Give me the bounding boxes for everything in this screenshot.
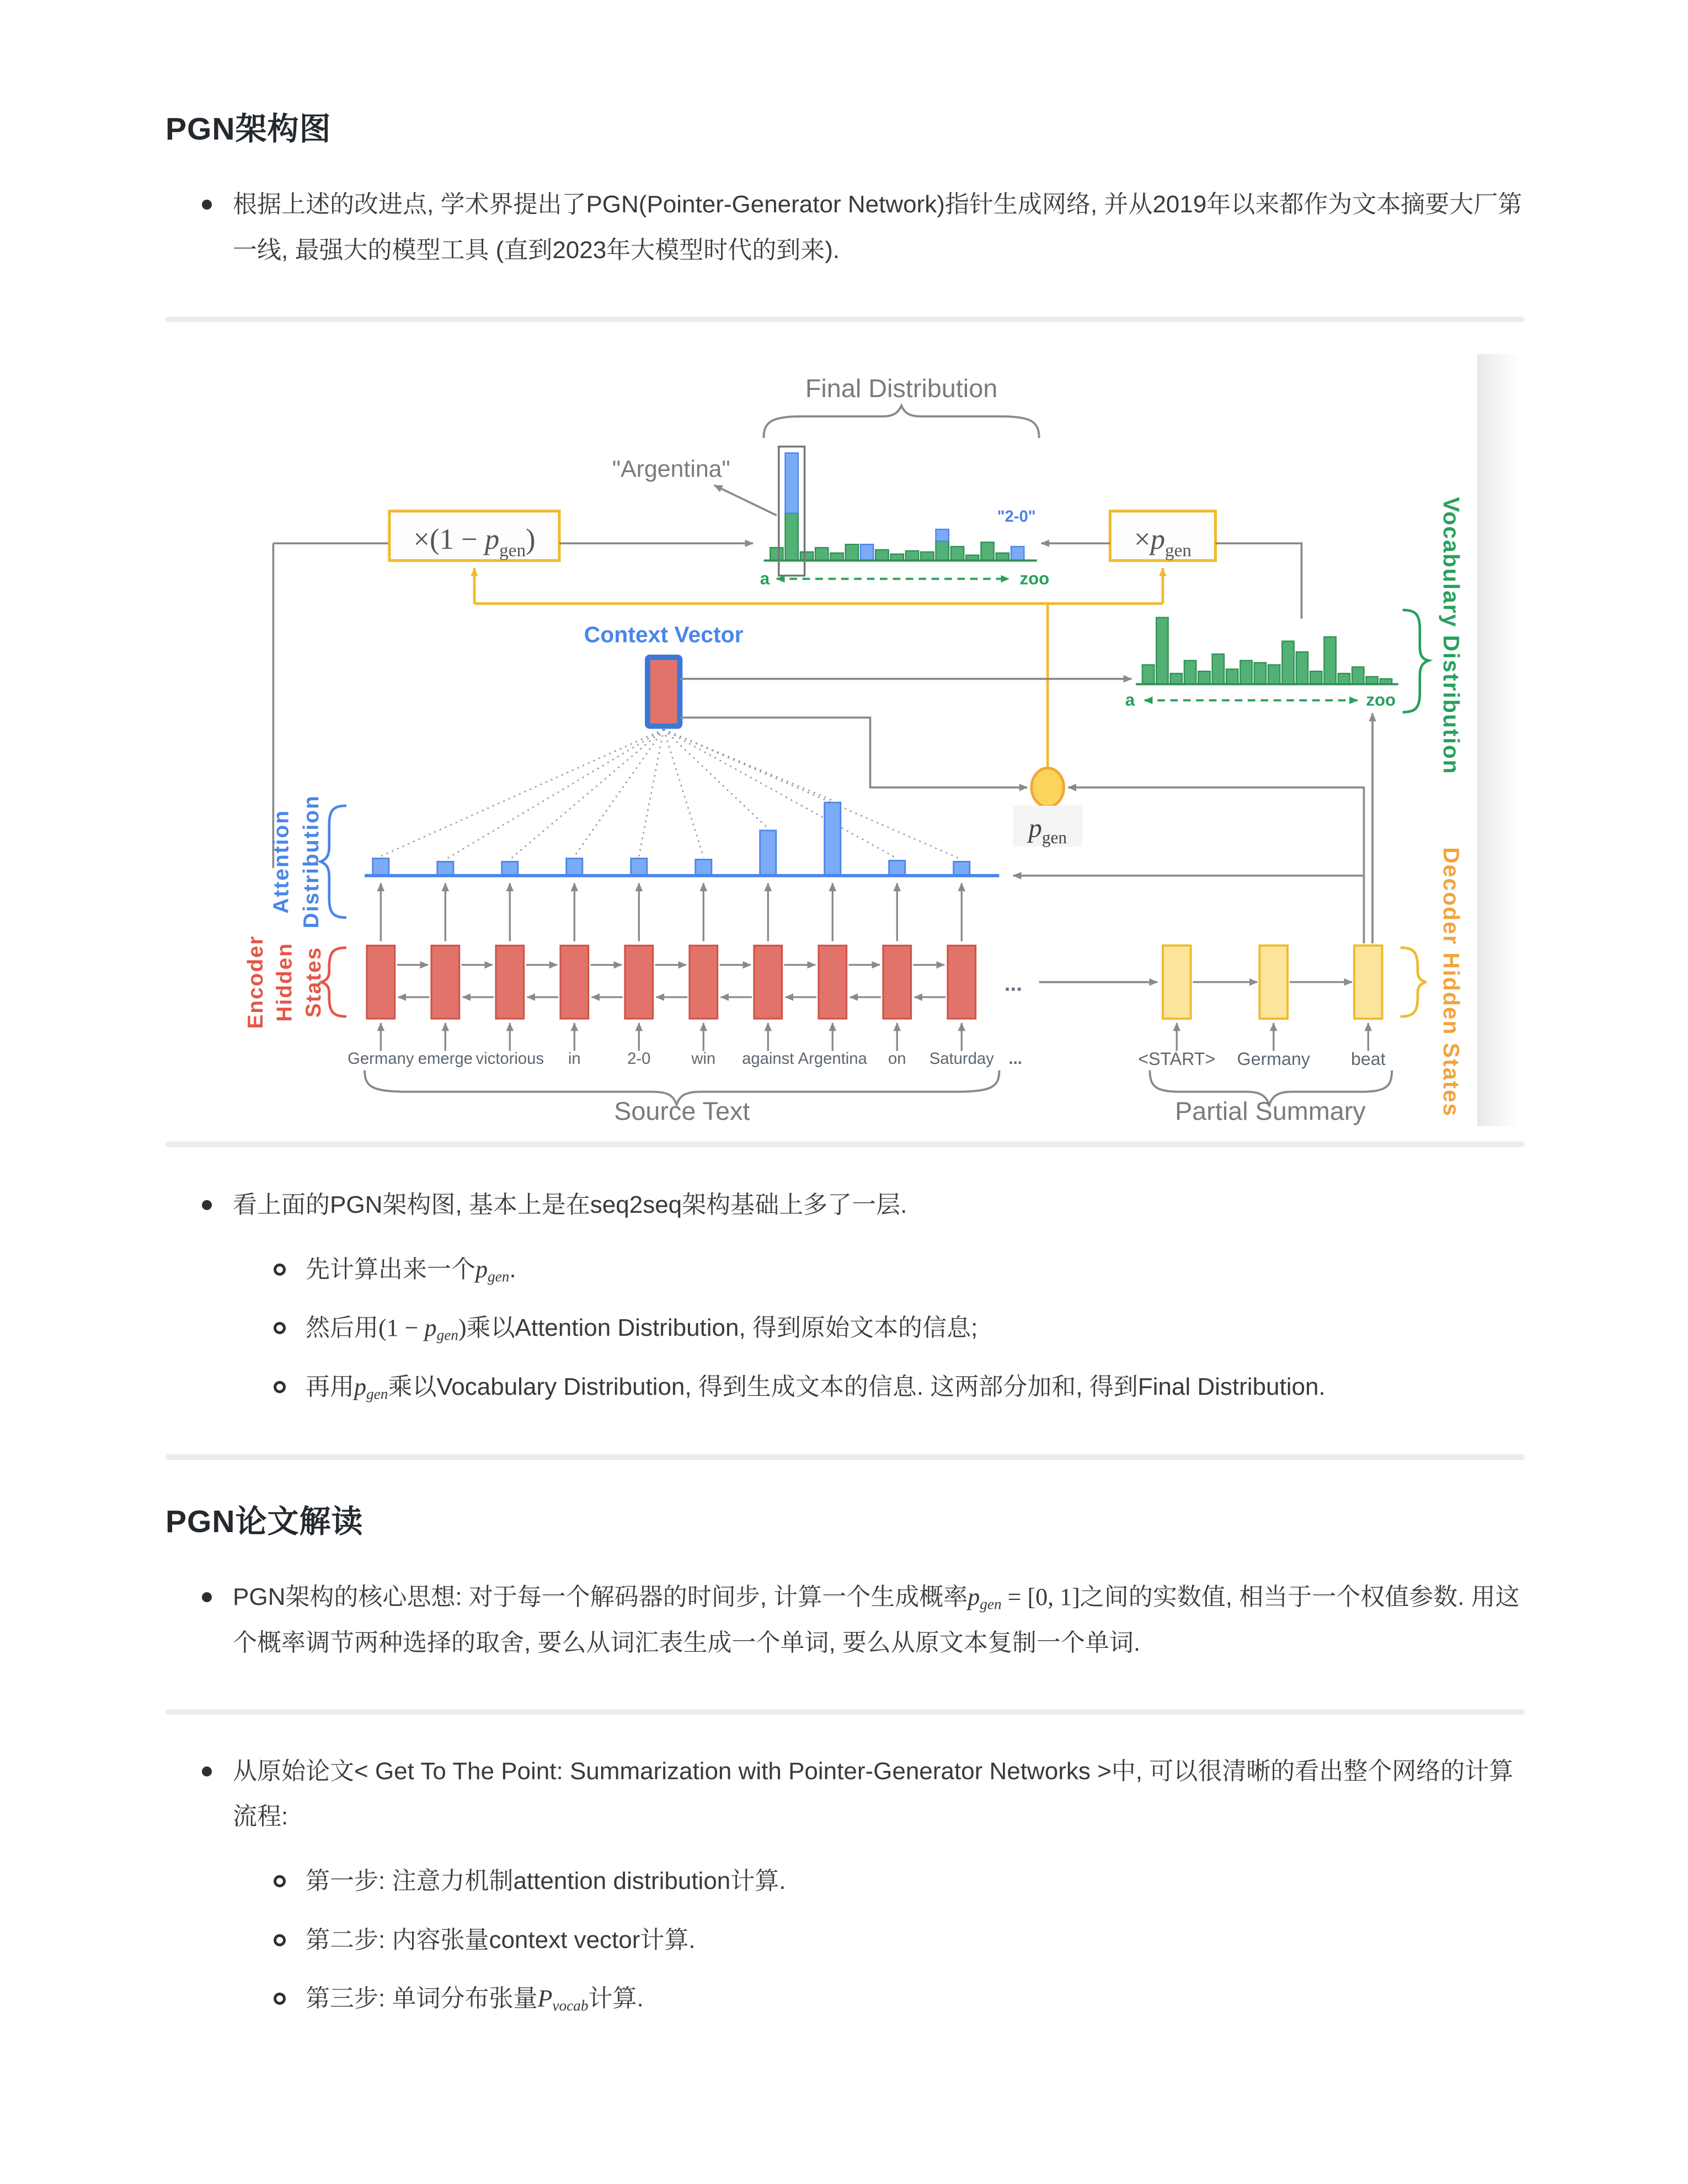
vocab-bar <box>1142 665 1154 684</box>
text-segment: 然后用 <box>306 1314 378 1342</box>
step1-text: 第一步: 注意力机制attention distribution计算. <box>306 1867 786 1894</box>
bullet-circle-icon <box>274 1875 286 1887</box>
final-bar-green <box>846 544 858 560</box>
bullet-circle-icon <box>274 1934 286 1946</box>
notes-sub3-text <box>306 1364 1525 1410</box>
vocab-bar <box>1338 673 1350 684</box>
section-title-paper: PGN论文解读 <box>165 1503 364 1539</box>
text-segment: 乘以Attention Distribution, 得到原始文本的信息; <box>466 1314 978 1342</box>
vocab-bar <box>1156 618 1168 684</box>
source-word: 2-0 <box>627 1050 651 1068</box>
final-bar-green <box>906 551 918 561</box>
vocab-bar <box>1212 654 1224 684</box>
step2-text: 第二步: 内容张量context vector计算. <box>306 1926 696 1953</box>
pgen-node-p: p <box>1028 813 1042 843</box>
argentina-arrow <box>714 485 777 516</box>
vocab-bar <box>1171 673 1182 684</box>
divider <box>165 1709 1525 1715</box>
text-segment: PGN架构的核心思想: 对于每一个解码器的时间步, 计算一个生成概率 <box>233 1583 968 1611</box>
source-word: on <box>888 1050 906 1068</box>
attention-fan-line <box>664 729 703 857</box>
attention-brace <box>320 806 346 918</box>
source-word: victorious <box>476 1050 544 1068</box>
pgn-architecture-figure <box>165 354 1525 1126</box>
vocabulary-distribution-label: Vocabulary Distribution <box>1438 496 1464 775</box>
math-range: = [0, 1] <box>1001 1583 1080 1611</box>
math-close: ) <box>458 1314 467 1342</box>
text-segment: 乘以Vocabulary Distribution, 得到生成文本的信息. 这两部分加和, 得到Final Distribution. <box>388 1373 1326 1400</box>
final-distribution-bars <box>770 453 1024 560</box>
figure-edge-fade <box>1477 354 1521 1126</box>
step3-row <box>165 1976 1525 2022</box>
encoder-block <box>754 945 782 1019</box>
source-text-label: Source Text <box>614 1096 750 1126</box>
pgn-diagram-svg <box>165 354 1467 1126</box>
encoder-label-line1: Encoder <box>243 935 268 1029</box>
vocab-bar <box>1254 662 1266 684</box>
source-word: Germany <box>348 1050 414 1068</box>
attention-bar <box>567 858 583 875</box>
encoder-block <box>690 945 718 1019</box>
source-word: against <box>742 1050 794 1068</box>
notes-sub2 <box>165 1305 1525 1351</box>
math-open: (1 − <box>378 1314 425 1342</box>
core-idea-bullet <box>165 1575 1525 1666</box>
summary-word: beat <box>1350 1048 1386 1069</box>
attention-label-line2: Distribution <box>300 795 324 929</box>
encoder-block <box>819 945 847 1019</box>
attention-bar <box>502 861 518 875</box>
divider <box>165 317 1525 322</box>
bullet-disc-icon <box>202 1200 212 1210</box>
notes-sub1 <box>165 1247 1525 1293</box>
context-to-pgen-arrow <box>680 718 1027 788</box>
math-p: P <box>537 1985 553 2012</box>
final-bar-green <box>996 553 1009 561</box>
vocab-bar <box>1282 641 1294 684</box>
decoder-brace <box>1401 948 1427 1016</box>
encoder-block <box>560 945 589 1019</box>
flow-text: 从原始论文< Get To The Point: Summarization with Pointer-Generator Networks >中, 可以很清晰的看出整个网络的计算流程: <box>233 1757 1514 1830</box>
pgen-node <box>1032 768 1064 807</box>
attention-bar <box>696 859 712 875</box>
final-bar-blue <box>936 529 948 541</box>
attention-bar <box>954 861 970 875</box>
intro-bullet <box>165 182 1525 273</box>
bullet-circle-icon <box>274 1322 286 1334</box>
final-bar-green <box>951 547 964 560</box>
vocab-bar <box>1324 637 1336 684</box>
decoder-to-pgen-line <box>1068 788 1364 944</box>
partial-summary-label: Partial Summary <box>1174 1096 1366 1126</box>
bullet-disc-icon <box>202 1592 212 1602</box>
attention-bar <box>437 861 453 875</box>
encoder-arrows <box>381 883 961 1051</box>
source-word: win <box>691 1050 716 1068</box>
divider <box>165 1142 1525 1147</box>
math-sub: gen <box>980 1596 1002 1613</box>
vocab-bar <box>1198 671 1210 684</box>
vocab-bar <box>1226 669 1238 684</box>
vocab-bar <box>1366 677 1377 684</box>
formula-sub: gen <box>499 540 526 561</box>
attention-bar <box>373 858 389 875</box>
context-vector-label: Context Vector <box>584 622 744 647</box>
step1-row <box>165 1859 1525 1904</box>
bullet-circle-icon <box>274 1264 286 1276</box>
source-ellipsis: ... <box>1008 1050 1022 1068</box>
formula-p: p <box>484 523 500 555</box>
vocab-brace <box>1403 610 1429 712</box>
final-distribution-label: Final Distribution <box>805 373 998 403</box>
notes-sub1-text <box>306 1247 1525 1293</box>
step3-text <box>306 1976 1525 2022</box>
math-p: p <box>968 1583 980 1611</box>
attention-fan-line <box>664 729 897 858</box>
formula-open: ×(1 − <box>413 523 485 555</box>
decoder-hidden-states-label: Decoder Hidden States <box>1438 847 1464 1117</box>
bullet-circle-icon <box>274 1993 286 2005</box>
attention-label-line1: Attention <box>269 809 293 914</box>
context-vector-block <box>648 657 680 726</box>
math-sub: gen <box>436 1326 458 1343</box>
text-segment: 计算. <box>588 1985 644 2012</box>
final-bar-green <box>770 548 783 560</box>
decoder-block <box>1259 945 1288 1019</box>
encoder-label-line3: States <box>302 946 326 1018</box>
encoder-block <box>625 945 653 1019</box>
summary-word: Germany <box>1237 1048 1310 1069</box>
math-p: p <box>476 1255 488 1283</box>
encoder-block <box>367 945 395 1019</box>
text-segment: 第三步: 单词分布张量 <box>306 1985 538 2012</box>
attention-fan <box>381 729 961 859</box>
encoder-block <box>431 945 460 1019</box>
source-word: emerge <box>418 1050 473 1068</box>
attention-fan-line <box>664 729 961 859</box>
source-word: Argentina <box>798 1050 867 1068</box>
decoder-block <box>1163 945 1191 1019</box>
final-axis-zoo: zoo <box>1019 569 1050 588</box>
notes-sub3 <box>165 1364 1525 1410</box>
flow-bullet <box>165 1749 1525 1840</box>
divider <box>165 1454 1525 1460</box>
vocab-bar <box>1296 652 1308 684</box>
formula-p2: p <box>1150 523 1165 555</box>
encoder-block <box>883 945 911 1019</box>
math-p: p <box>424 1314 437 1342</box>
vocab-axis-a: a <box>1125 690 1135 710</box>
source-word: in <box>568 1050 581 1068</box>
encoder-label-line2: Hidden <box>273 942 297 1022</box>
final-bar-blue <box>1011 547 1024 560</box>
formula-close: ) <box>526 523 536 555</box>
formula-x: × <box>1134 523 1151 555</box>
section-title-architecture: PGN架构图 <box>165 111 332 147</box>
bullet-disc-icon <box>202 1767 212 1776</box>
math-p: p <box>354 1373 366 1400</box>
final-distribution-brace <box>763 405 1039 437</box>
vocab-axis-zoo: zoo <box>1366 690 1396 710</box>
final-axis-a: a <box>760 569 770 588</box>
final-bar-green <box>981 542 993 560</box>
attention-fan-line <box>445 729 664 859</box>
attention-fan-line <box>664 729 768 828</box>
final-bar-green <box>785 513 798 560</box>
source-word: Saturday <box>929 1050 994 1068</box>
attention-fan-line <box>664 729 832 800</box>
bullet-circle-icon <box>274 1381 286 1393</box>
math-sub: vocab <box>552 1998 589 2015</box>
vocab-bar <box>1240 661 1252 684</box>
text-segment: . <box>509 1255 516 1283</box>
final-bar-green <box>921 552 933 561</box>
vocabulary-distribution-bars <box>1142 618 1392 684</box>
vocab-bar <box>1268 665 1280 684</box>
pgen-node-sub: gen <box>1041 828 1067 848</box>
encoder-ellipsis: ... <box>1004 972 1023 996</box>
attention-bar <box>825 802 841 876</box>
final-bar-green <box>875 550 888 560</box>
two-zero-label: "2-0" <box>997 508 1036 526</box>
bullet-disc-icon <box>202 200 212 210</box>
attention-bar <box>889 860 905 875</box>
attention-bars <box>373 802 970 876</box>
math-sub: gen <box>366 1385 388 1403</box>
final-bar-green <box>936 541 948 560</box>
encoder-blocks <box>367 945 976 1019</box>
final-bar-green <box>800 552 813 561</box>
notes-bullet <box>165 1182 1525 1228</box>
encoder-block <box>496 945 524 1019</box>
formula-sub2: gen <box>1164 540 1192 561</box>
summary-words <box>1138 1049 1385 1069</box>
decoder-block <box>1354 945 1382 1019</box>
vocab-to-pgenbox-line <box>1215 543 1301 618</box>
summary-word: <START> <box>1138 1048 1216 1069</box>
vocab-bar <box>1184 661 1196 684</box>
final-bar-blue <box>785 453 798 513</box>
decoder-blocks <box>1163 945 1382 1051</box>
encoder-block <box>948 945 976 1019</box>
notes-sub2-text <box>306 1305 1525 1351</box>
attention-bar <box>760 831 776 876</box>
text-segment: 先计算出来一个 <box>306 1255 476 1283</box>
vocab-bar <box>1310 671 1322 684</box>
vocab-bar <box>1352 667 1364 684</box>
final-bar-blue <box>861 544 873 560</box>
text-segment: 之间的实数值, 相当于一个权值参数. 用这个概率调节两种选择的取舍, 要么从词汇表生成一个单词, 要么从原文本复制一个单词. <box>233 1583 1520 1656</box>
math-sub: gen <box>488 1268 510 1285</box>
step2-row <box>165 1918 1525 1963</box>
attention-fan-line <box>639 729 664 856</box>
core-idea-text <box>233 1575 1525 1666</box>
final-bar-green <box>815 548 828 560</box>
attention-fan-line <box>381 729 664 856</box>
argentina-label: "Argentina" <box>612 456 730 483</box>
notes-text: 看上面的PGN架构图, 基本上是在seq2seq架构基础上多了一层. <box>233 1191 907 1218</box>
final-bar-green <box>830 553 843 561</box>
text-segment: 再用 <box>306 1373 354 1400</box>
intro-text: 根据上述的改进点, 学术界提出了PGN(Pointer-Generator Network)指针生成网络, 并从2019年以来都作为文本摘要大厂第一线, 最强大的模型工具 (直到2023年大模型时代的到来). <box>233 191 1523 264</box>
source-words <box>348 1050 994 1068</box>
attention-bar <box>631 858 647 875</box>
